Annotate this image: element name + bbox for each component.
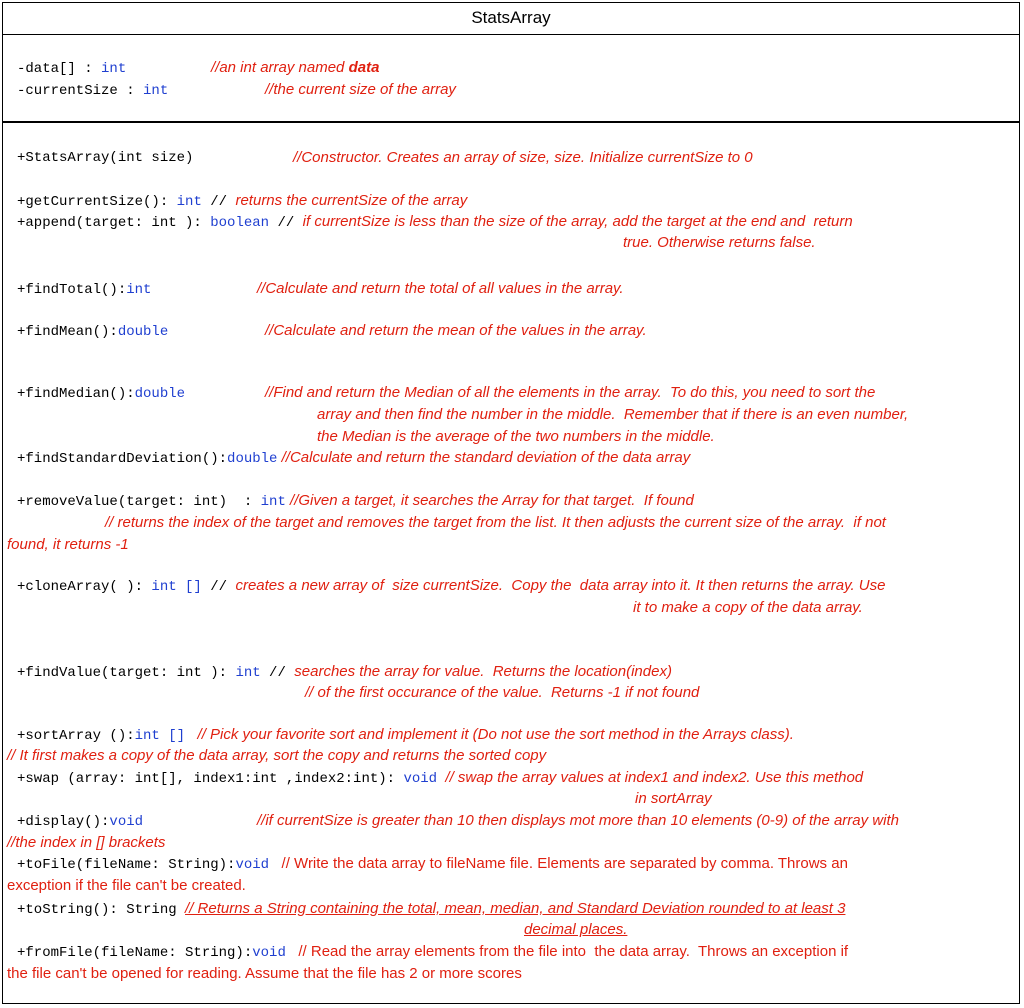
method-fromFile-comment-2: the file can't be opened for reading. Assume that the file has 2 or more scores <box>7 965 522 982</box>
field-data <box>17 58 126 79</box>
method-append-comment-cont: true. Otherwise returns false. <box>623 234 816 251</box>
method-swap: +swap (array: int[], index1:int ,index2:int): void // swap the array values at index1 and index2. Use this method <box>17 769 864 787</box>
field-data-type: int <box>101 61 127 77</box>
section-divider <box>3 121 1019 123</box>
method-removeValue-comment-3: found, it returns -1 <box>7 536 129 553</box>
method-toFile: +toFile(fileName: String):void // Write the data array to fileName file. Elements are separated by comma. Throws an <box>17 855 848 873</box>
field-currentSize-comment: //the current size of the array <box>265 81 456 98</box>
method-findMedian-comment-1: //Find and return the Median of all the elements in the array. To do this, you need to sort the <box>265 384 876 401</box>
method-sortArray: +sortArray ():int [] // Pick your favorite sort and implement it (Do not use the sort method in the Arrays class). <box>17 726 794 744</box>
method-findTotal-comment: //Calculate and return the total of all values in the array. <box>257 280 624 297</box>
method-swap-comment-2: in sortArray <box>635 790 712 807</box>
method-findMedian-comment-2: array and then find the number in the middle. Remember that if there is an even number, <box>317 406 909 423</box>
method-findMean: +findMean():double <box>17 324 169 340</box>
field-currentSize: -currentSize : int <box>17 83 169 99</box>
method-findValue-comment-2: // of the first occurance of the value. Returns -1 if not found <box>305 684 700 701</box>
method-toFile-comment-2: exception if the file can't be created. <box>7 877 246 894</box>
method-append: +append(target: int ): boolean // if currentSize is less than the size of the array, add the target at the end and return <box>17 213 853 231</box>
method-constructor-comment: //Constructor. Creates an array of size, size. Initialize currentSize to 0 <box>293 149 753 166</box>
method-toString: +toString(): String // Returns a String containing the total, mean, median, and Standard Deviation rounded to at least 3 <box>17 900 846 918</box>
method-findMedian: +findMedian():double <box>17 386 186 402</box>
method-findMean-comment: //Calculate and return the mean of the values in the array. <box>265 322 647 339</box>
method-display: +display():void <box>17 814 144 830</box>
method-removeValue-comment-2: // returns the index of the target and removes the target from the list. It then adjusts the current size of the array. if not <box>105 514 886 531</box>
field-data-comment: //an int array named data <box>211 59 380 76</box>
method-toString-comment-2: decimal places. <box>524 921 628 938</box>
method-findMedian-comment-3: the Median is the average of the two numbers in the middle. <box>317 428 715 445</box>
method-constructor: +StatsArray(int size) <box>17 150 194 166</box>
method-getCurrentSize: +getCurrentSize(): int // returns the currentSize of the array <box>17 192 468 210</box>
method-findValue: +findValue(target: int ): int // searches the array for value. Returns the location(index) <box>17 663 672 681</box>
field-data-sig: -data[] : <box>17 61 102 77</box>
method-display-comment-1: //if currentSize is greater than 10 then displays mot more than 10 elements (0-9) of the array with <box>257 812 899 829</box>
method-findTotal: +findTotal():int <box>17 282 152 298</box>
method-removeValue: +removeValue(target: int) : int //Given a target, it searches the Array for that target. If found <box>17 492 694 510</box>
method-findStandardDeviation: +findStandardDeviation():double //Calculate and return the standard deviation of the data array <box>17 449 691 467</box>
class-name: StatsArray <box>3 3 1019 35</box>
method-cloneArray: +cloneArray( ): int [] // creates a new array of size currentSize. Copy the data array into it. It then returns the array. Use <box>17 577 886 595</box>
method-cloneArray-comment-2: it to make a copy of the data array. <box>633 599 863 616</box>
method-fromFile: +fromFile(fileName: String):void // Read the array elements from the file into the data array. Throws an exception if <box>17 943 849 961</box>
method-display-comment-2: //the index in [] brackets <box>7 834 166 851</box>
uml-class-box <box>2 2 1020 1004</box>
method-sortArray-comment-2: // It first makes a copy of the data array, sort the copy and returns the sorted copy <box>7 747 547 764</box>
